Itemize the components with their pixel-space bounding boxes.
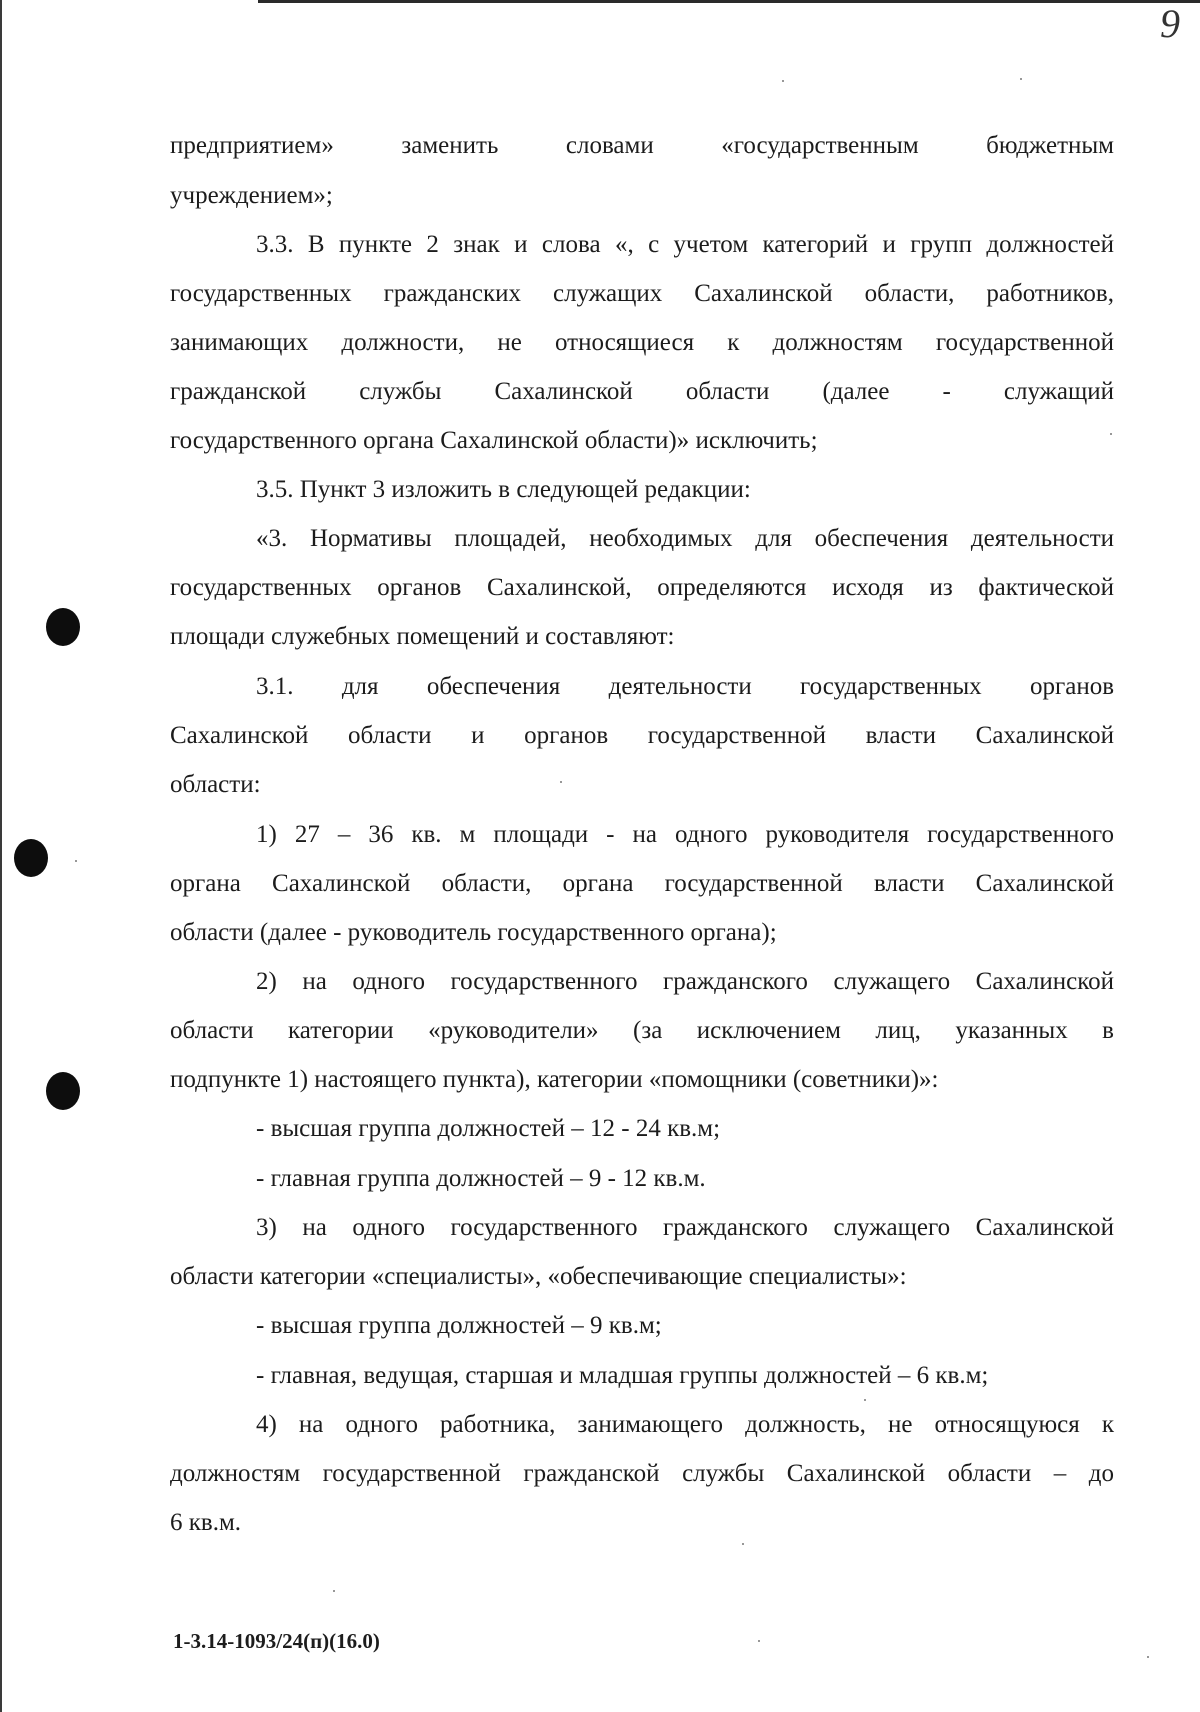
scan-speck bbox=[782, 80, 784, 82]
text-line: предприятием» заменить словами «государственным бюджетным bbox=[170, 132, 1114, 159]
scan-speck bbox=[1110, 433, 1112, 435]
text-line: - главная группа должностей – 9 - 12 кв.м. bbox=[256, 1165, 706, 1192]
text-line: 3.1. для обеспечения деятельности государственных органов bbox=[256, 673, 1114, 700]
text-line: 3.5. Пункт 3 изложить в следующей редакции: bbox=[256, 476, 751, 503]
scan-speck bbox=[560, 781, 562, 783]
top-rule bbox=[258, 0, 1200, 3]
text-line: 3.3. В пункте 2 знак и слова «, с учетом категорий и групп должностей bbox=[256, 231, 1114, 258]
scan-speck bbox=[864, 1399, 866, 1401]
text-line: Сахалинской области и органов государственной власти Сахалинской bbox=[170, 722, 1114, 749]
text-line: 3) на одного государственного гражданского служащего Сахалинской bbox=[256, 1214, 1114, 1241]
scan-speck bbox=[75, 860, 77, 862]
text-line: области категории «руководители» (за исключением лиц, указанных в bbox=[170, 1017, 1114, 1044]
scan-speck bbox=[742, 1543, 744, 1545]
left-edge-line bbox=[0, 0, 2, 1712]
text-line: 2) на одного государственного гражданского служащего Сахалинской bbox=[256, 968, 1114, 995]
text-line: «3. Нормативы площадей, необходимых для обеспечения деятельности bbox=[256, 525, 1114, 552]
text-line: гражданской службы Сахалинской области (далее - служащий bbox=[170, 378, 1114, 405]
text-line: - высшая группа должностей – 9 кв.м; bbox=[256, 1312, 662, 1339]
text-line: подпункте 1) настоящего пункта), категории «помощники (советники)»: bbox=[170, 1066, 939, 1093]
text-line: области категории «специалисты», «обеспечивающие специалисты»: bbox=[170, 1263, 907, 1290]
text-line: 4) на одного работника, занимающего должность, не относящуюся к bbox=[256, 1411, 1114, 1438]
scan-speck bbox=[758, 1640, 760, 1642]
text-line: должностям государственной гражданской службы Сахалинской области – до bbox=[170, 1460, 1114, 1487]
scan-speck bbox=[333, 1590, 335, 1592]
text-line: области: bbox=[170, 771, 261, 798]
text-line: - главная, ведущая, старшая и младшая группы должностей – 6 кв.м; bbox=[256, 1362, 989, 1389]
punch-hole-middle bbox=[14, 839, 48, 877]
text-line: занимающих должности, не относящиеся к должностям государственной bbox=[170, 329, 1114, 356]
document-code: 1-3.14-1093/24(п)(16.0) bbox=[173, 1629, 380, 1653]
page-number: 9 bbox=[1160, 1, 1180, 46]
punch-hole-top bbox=[46, 608, 80, 646]
text-line: учреждением»; bbox=[170, 182, 333, 209]
text-line: - высшая группа должностей – 12 - 24 кв.м; bbox=[256, 1115, 721, 1142]
text-line: 1) 27 – 36 кв. м площади - на одного руководителя государственного bbox=[256, 821, 1114, 848]
punch-hole-bottom bbox=[46, 1072, 80, 1110]
text-line: государственных органов Сахалинской, определяются исходя из фактической bbox=[170, 574, 1114, 601]
text-line: органа Сахалинской области, органа государственной власти Сахалинской bbox=[170, 870, 1114, 897]
text-line: государственных гражданских служащих Сахалинской области, работников, bbox=[170, 280, 1114, 307]
scan-speck bbox=[1147, 1656, 1149, 1658]
text-line: государственного органа Сахалинской области)» исключить; bbox=[170, 427, 818, 454]
text-line: 6 кв.м. bbox=[170, 1509, 242, 1536]
scan-speck bbox=[1020, 78, 1022, 80]
text-line: области (далее - руководитель государственного органа); bbox=[170, 919, 777, 946]
text-line: площади служебных помещений и составляют: bbox=[170, 623, 675, 650]
